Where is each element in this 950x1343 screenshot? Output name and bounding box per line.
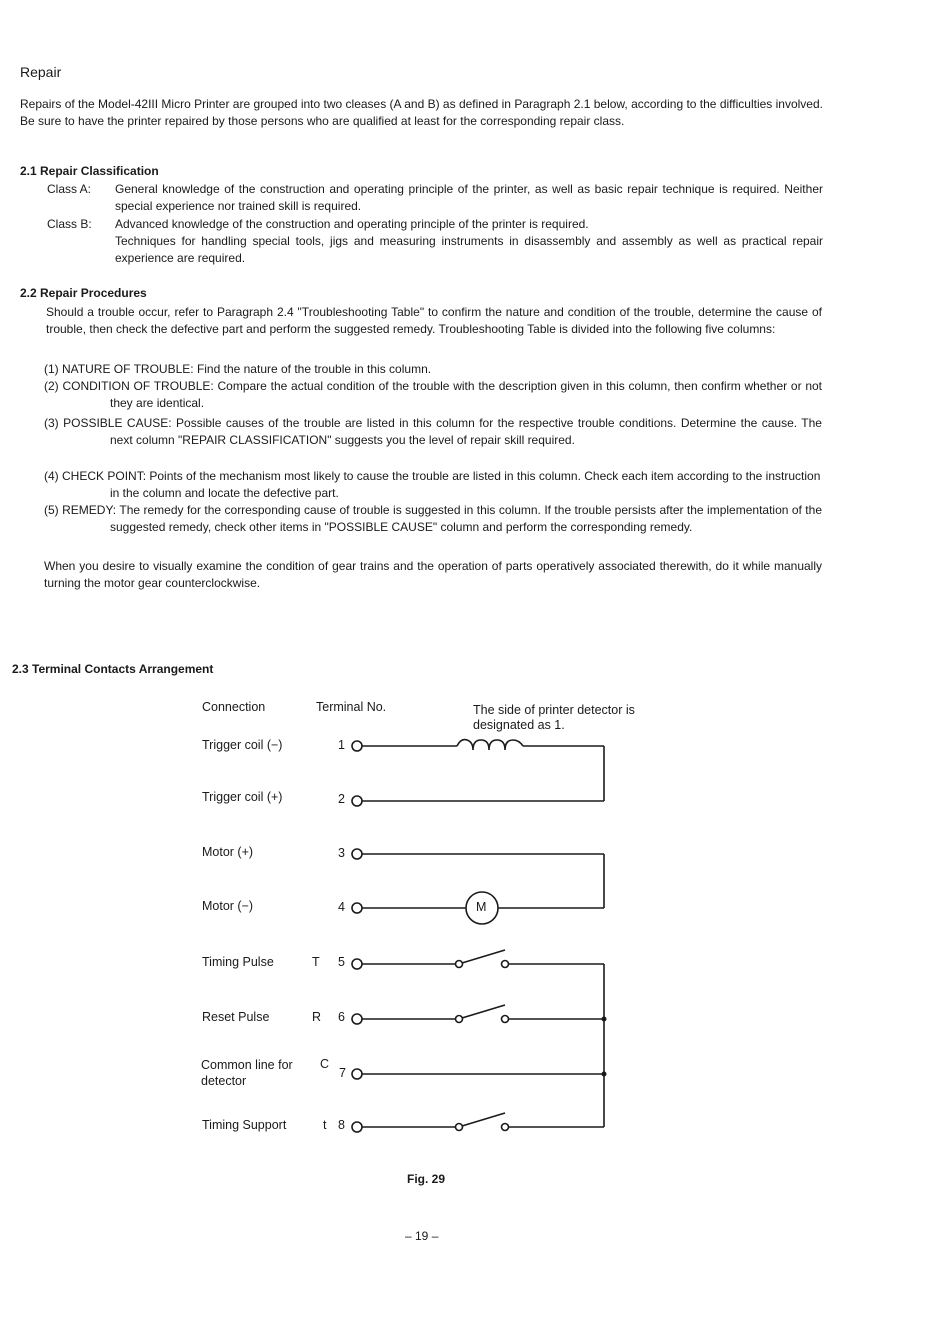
terminal-letter: R	[312, 1010, 322, 1024]
heading-2-1: 2.1 Repair Classification	[20, 164, 159, 178]
terminal-letter: C	[320, 1057, 330, 1071]
detector-note: The side of printer detector is designated as 1.	[473, 703, 635, 732]
terminal-number: 8	[338, 1118, 345, 1132]
class-b-text2: Techniques for handling special tools, jigs and measuring instruments in disassembly and assembly as well as practical repair experience are required.	[115, 234, 823, 265]
procedures-intro: Should a trouble occur, refer to Paragraph 2.4 "Troubleshooting Table" to confirm the nature and condition of the trouble, determine the cause of trouble, then check the defective part and perform the suggested remedy. Troubleshooting Table is divided into the following five columns:	[46, 305, 822, 336]
list-item: (5) REMEDY: The remedy for the corresponding cause of trouble is suggested in this column. If the trouble persists after the implementation of the suggested remedy, check other items in "POSSIBLE CAUSE" column and perform the corresponding remedy.	[44, 503, 822, 534]
closing-paragraph: When you desire to visually examine the condition of gear trains and the operation of parts operatively associated therewith, do it while manually turning the motor gear counterclockwise.	[44, 559, 822, 590]
row-label: Motor (+)	[202, 845, 254, 859]
class-a-label: Class A:	[47, 182, 92, 196]
class-a-text: General knowledge of the construction and operating principle of the printer, as well as basic repair technique is required. Neither special experience nor trained skill is required.	[115, 182, 823, 213]
page-number: – 19 –	[405, 1229, 439, 1243]
row-label: Motor (−)	[202, 899, 254, 913]
row-label: Trigger coil (+)	[202, 790, 283, 804]
row-label: Common line for detector	[201, 1058, 293, 1088]
col-terminal: Terminal No.	[316, 700, 387, 714]
terminal-number: 4	[338, 900, 345, 914]
motor-symbol: M	[476, 900, 487, 914]
row-label: Timing Support	[202, 1118, 287, 1132]
row-label: Reset Pulse	[202, 1010, 270, 1024]
terminal-number: 6	[338, 1010, 345, 1024]
list-item: (2) CONDITION OF TROUBLE: Compare the actual condition of the trouble with the description given in this column, then confirm whether or not they are identical.	[44, 379, 822, 410]
col-connection: Connection	[202, 700, 266, 714]
class-b-text1: Advanced knowledge of the construction and operating principle of the printer is required.	[115, 217, 589, 231]
terminal-number: 1	[338, 738, 345, 752]
terminal-number: 7	[339, 1066, 346, 1080]
list-item: (3) POSSIBLE CAUSE: Possible causes of the trouble are listed in this column for the respective trouble conditions. Determine the cause. The next column "REPAIR CLASSIFICATION" suggests you the level of repair skill required.	[44, 416, 822, 447]
row-label: Trigger coil (−)	[202, 738, 283, 752]
terminal-letter: t	[323, 1118, 327, 1132]
heading-2-2: 2.2 Repair Procedures	[20, 286, 147, 300]
row-label: Timing Pulse	[202, 955, 274, 969]
intro-paragraph: Repairs of the Model-42III Micro Printer are grouped into two cleases (A and B) as defined in Paragraph 2.1 below, according to the difficulties involved. Be sure to have the printer repaired by those persons who are qualified at least for the corresponding repair class.	[20, 97, 823, 128]
terminal-letter: T	[312, 955, 320, 969]
list-item: (1) NATURE OF TROUBLE: Find the nature of the trouble in this column.	[44, 362, 432, 376]
terminal-number: 2	[338, 792, 345, 806]
section-title: Repair	[20, 64, 62, 80]
coil-icon	[457, 740, 523, 750]
class-b-label: Class B:	[47, 217, 92, 231]
heading-2-3: 2.3 Terminal Contacts Arrangement	[12, 662, 214, 676]
list-item: (4) CHECK POINT: Points of the mechanism most likely to cause the trouble are listed in this column. Check each item according to the instruction in the column and locate the defective part.	[44, 469, 821, 500]
terminal-number: 5	[338, 955, 345, 969]
terminal-number: 3	[338, 846, 345, 860]
figure-caption: Fig. 29	[407, 1172, 446, 1186]
